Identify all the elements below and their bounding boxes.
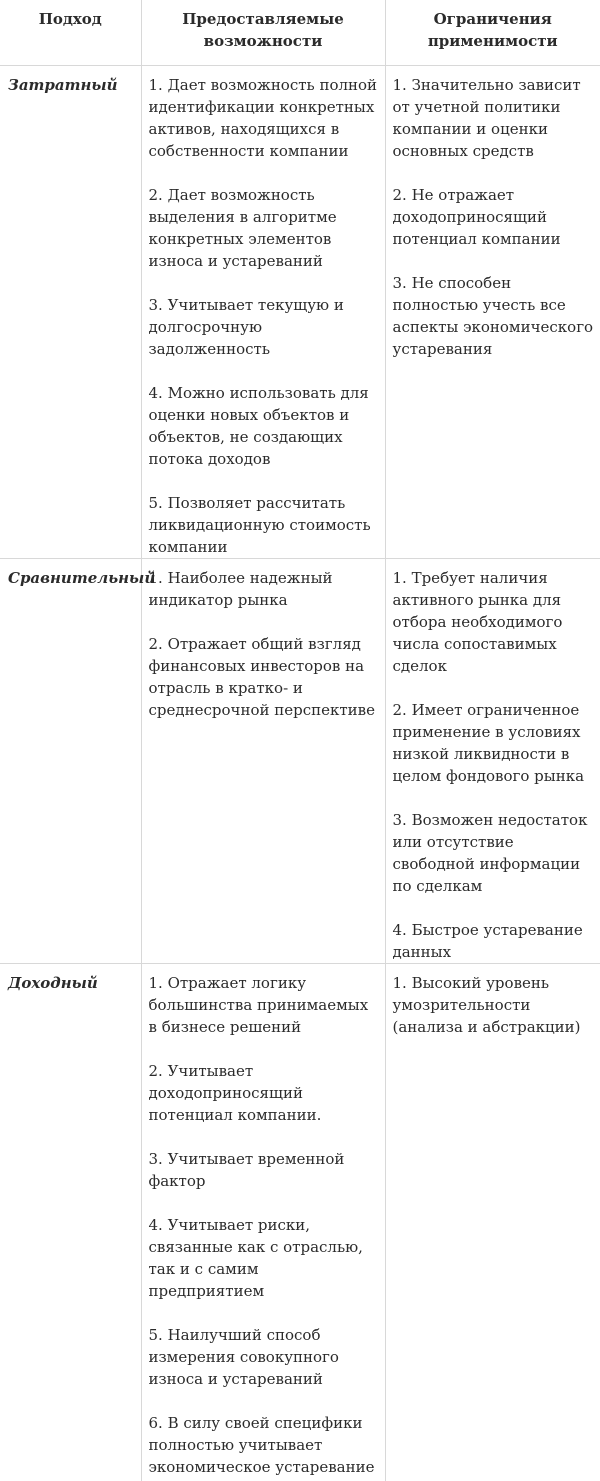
capability-item: 2. Отражает общий взгляд финансовых инвесторов на отрасль в кратко- и среднесрочной перспективе [148, 634, 375, 719]
capability-item: 5. Наилучший способ измерения совокупного износа и устареваний [148, 1325, 339, 1388]
capability-item: 1. Дает возможность полной идентификации конкретных активов, находящихся в собственности компании [148, 75, 378, 160]
capability-item: 2. Дает возможность выделения в алгоритме конкретных элементов износа и устареваний [148, 185, 337, 270]
limitation-item: 1. Требует наличия активного рынка для отбора необходимого числа сопоставимых сделок [392, 568, 563, 675]
table-row-cost [0, 65, 600, 558]
limitation-item: 3. Не способен полностью учесть все аспекты экономического устаревания [392, 273, 594, 358]
limitation-item: 1. Значительно зависит от учетной политики компании и оценки основных средств [392, 75, 581, 160]
capability-item: 2. Учитывает доходоприносящий потенциал компании. [148, 1061, 322, 1124]
capability-item: 3. Учитывает временной фактор [148, 1149, 345, 1190]
limitation-item: 1. Высокий уровень умозрительности (анализа и абстракции) [392, 973, 581, 1036]
limitation-item: 3. Возможен недостаток или отсутствие свободной информации по сделкам [392, 810, 588, 895]
table-row-income [0, 963, 600, 1481]
approach-cost: Затратный [0, 65, 141, 558]
limitation-item: 2. Не отражает доходоприносящий потенциал компании [392, 185, 561, 248]
limitations-cell-cost [385, 65, 600, 558]
capability-item: 3. Учитывает текущую и долгосрочную задолженность [148, 295, 344, 358]
capability-item: 4. Учитывает риски, связанные как с отраслью, так и с самим предприятием [148, 1215, 363, 1300]
header-capabilities: Предоставляемые возможности [141, 0, 385, 65]
table-row-comparative [0, 558, 600, 963]
capability-item: 1. Отражает логику большинства принимаемых в бизнесе решений [148, 973, 369, 1036]
limitation-item: 4. Быстрое устаревание данных [392, 920, 583, 961]
header-approach: Подход [38, 10, 102, 28]
limitations-cell-comparative [385, 558, 600, 963]
header-row [0, 0, 600, 65]
limitations-cell-income [385, 963, 600, 1481]
capabilities-cell-income [141, 963, 385, 1481]
approach-income: Доходный [0, 963, 141, 1481]
capability-item: 4. Можно использовать для оценки новых объектов и объектов, не создающих потока доходов [148, 383, 369, 468]
capability-item: 6. В силу своей специфики полностью учитывает экономическое устаревание [148, 1413, 375, 1476]
capability-item: 1. Наиболее надежный индикатор рынка [148, 568, 333, 609]
header-limitations: Ограничения применимости [385, 0, 600, 65]
capabilities-cell-cost [141, 65, 385, 558]
capability-item: 5. Позволяет рассчитать ликвидационную стоимость компании [148, 493, 371, 556]
approach-comparative: Сравнительный [0, 558, 141, 963]
limitation-item: 2. Имеет ограниченное применение в условиях низкой ликвидности в целом фондового рынка [392, 700, 585, 785]
capabilities-cell-comparative [141, 558, 385, 963]
